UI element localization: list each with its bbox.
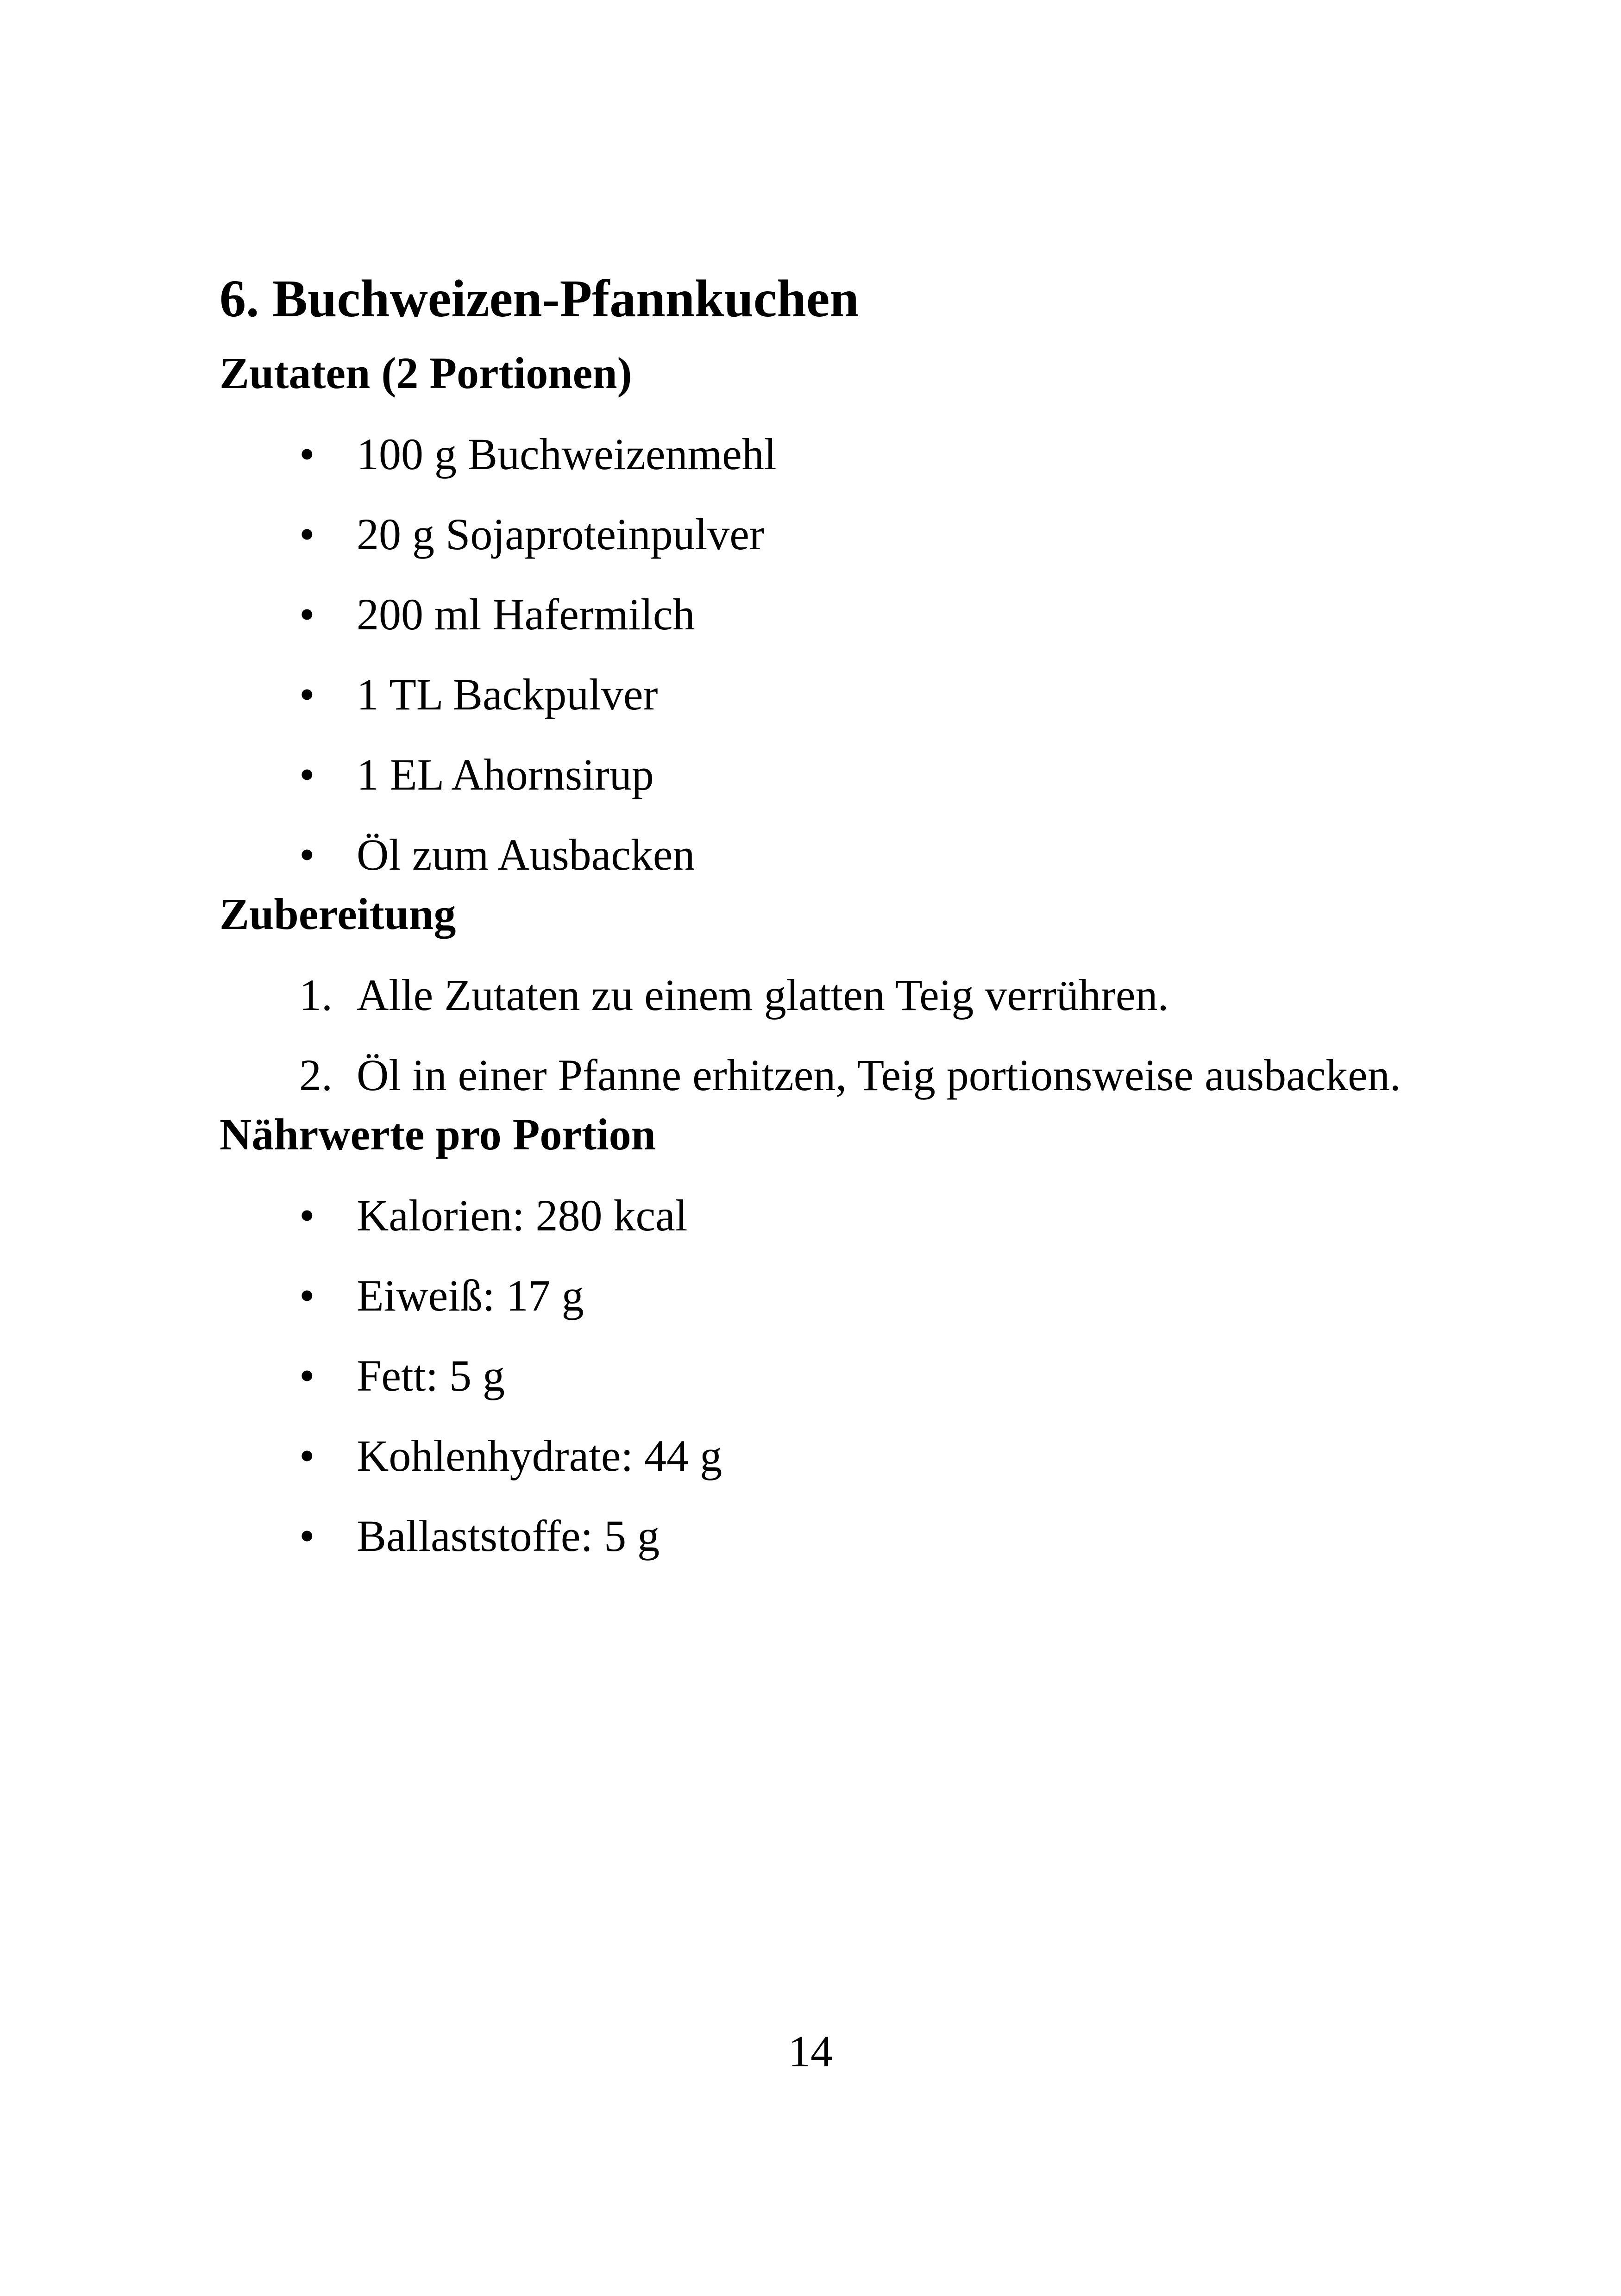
step-number: 2. <box>299 1050 333 1100</box>
step-text: Öl in einer Pfanne erhitzen, Teig portionsweise ausbacken. <box>357 1050 1401 1100</box>
nutrition-text: Kalorien: 280 kcal <box>357 1191 688 1240</box>
ingredient-item <box>220 561 1405 641</box>
nutrition-item <box>220 1242 1405 1323</box>
bullet-icon: • <box>299 429 315 479</box>
bullet-icon: • <box>299 1511 315 1561</box>
recipe-content <box>220 259 1405 1563</box>
step-item <box>220 1022 1405 1102</box>
nutrition-heading: Nährwerte pro Portion <box>220 1110 656 1159</box>
nutrition-item <box>220 1403 1405 1483</box>
ingredient-text: 100 g Buchweizenmehl <box>357 429 777 479</box>
bullet-icon: • <box>299 1191 315 1240</box>
ingredient-text: 1 EL Ahornsirup <box>357 750 654 799</box>
bullet-icon: • <box>299 1271 315 1320</box>
nutrition-item <box>220 1162 1405 1242</box>
ingredients-heading: Zutaten (2 Portionen) <box>220 348 632 398</box>
ingredient-item <box>220 401 1405 481</box>
bullet-icon: • <box>299 670 315 719</box>
nutrition-list <box>220 1162 1405 1563</box>
bullet-icon: • <box>299 1431 315 1480</box>
bullet-icon: • <box>299 509 315 559</box>
steps-list <box>220 942 1405 1102</box>
ingredient-item <box>220 721 1405 802</box>
bullet-icon: • <box>299 590 315 639</box>
ingredient-text: Öl zum Ausbacken <box>357 830 695 879</box>
ingredient-item <box>220 641 1405 721</box>
bullet-icon: • <box>299 830 315 879</box>
ingredient-text: 1 TL Backpulver <box>357 670 658 719</box>
step-item <box>220 942 1405 1022</box>
nutrition-text: Ballaststoffe: 5 g <box>357 1511 660 1561</box>
step-text: Alle Zutaten zu einem glatten Teig verrühren. <box>357 970 1169 1020</box>
ingredient-item <box>220 481 1405 561</box>
nutrition-text: Eiweiß: 17 g <box>357 1271 584 1320</box>
page-number: 14 <box>788 2026 833 2076</box>
ingredient-text: 200 ml Hafermilch <box>357 590 695 639</box>
step-number: 1. <box>299 970 333 1020</box>
bullet-icon: • <box>299 750 315 799</box>
ingredient-text: 20 g Sojaproteinpulver <box>357 509 764 559</box>
ingredient-item <box>220 802 1405 882</box>
recipe-title: 6. Buchweizen-Pfannkuchen <box>220 269 859 328</box>
nutrition-text: Fett: 5 g <box>357 1351 505 1400</box>
preparation-heading: Zubereitung <box>220 889 456 939</box>
nutrition-item <box>220 1483 1405 1563</box>
nutrition-text: Kohlenhydrate: 44 g <box>357 1431 723 1480</box>
bullet-icon: • <box>299 1351 315 1400</box>
nutrition-item <box>220 1323 1405 1403</box>
ingredients-list <box>220 401 1405 882</box>
